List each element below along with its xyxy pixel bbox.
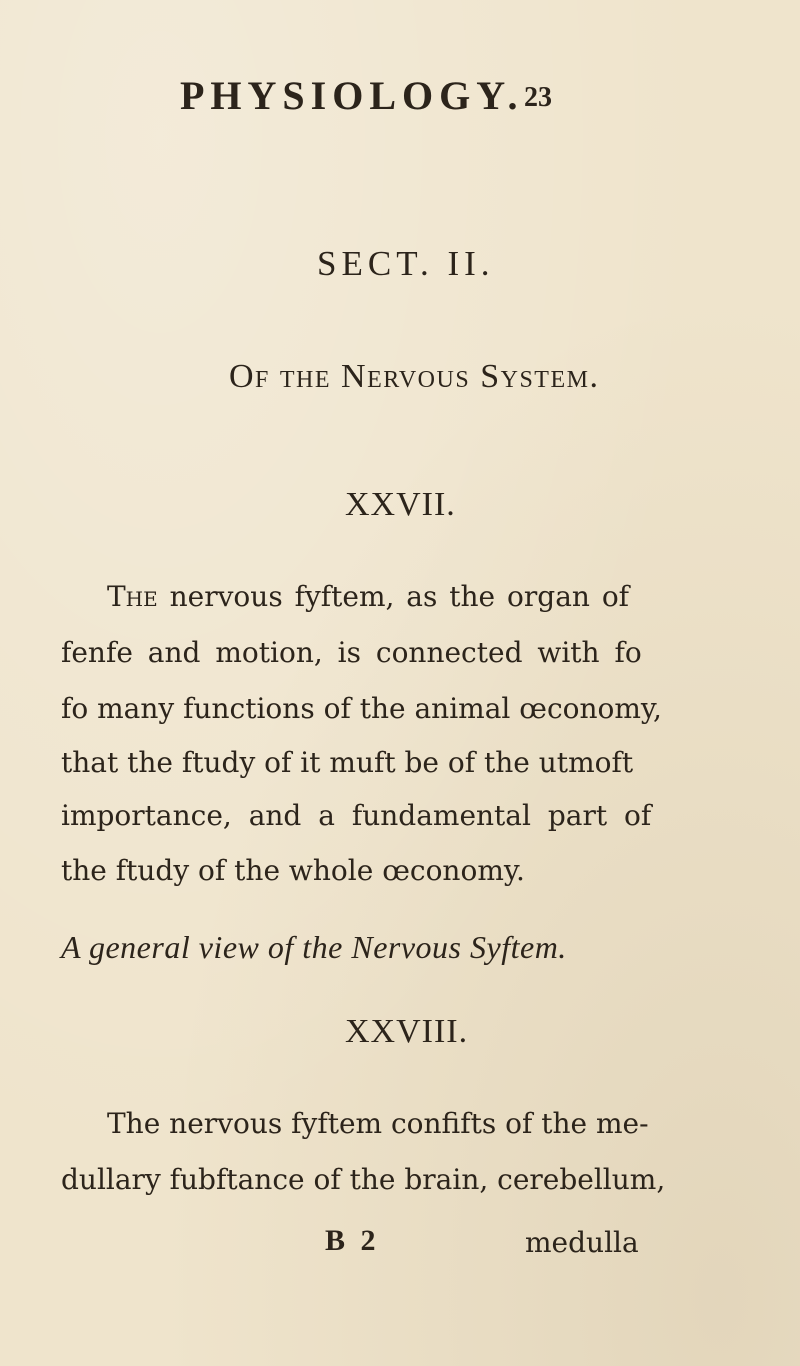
paragraph-number: XXVII.: [345, 486, 456, 523]
signature-mark: B 2: [325, 1224, 380, 1257]
paragraph-line: The nervous fyftem confifts of the me-: [107, 1107, 649, 1140]
line-text: nervous fyftem, as the organ of: [157, 580, 630, 613]
paragraph-number: XXVIII.: [345, 1013, 469, 1050]
paragraph-line: [107, 580, 630, 613]
subheading: A general view of the Nervous Syftem.: [61, 929, 567, 965]
lead-word: The: [107, 580, 158, 613]
paragraph-line: fo many functions of the animal œconomy,: [61, 692, 662, 725]
running-head: PHYSIOLOGY.: [180, 73, 524, 118]
section-title: Of the Nervous System.: [229, 358, 600, 395]
paragraph-line: importance, and a fundamental part of: [61, 799, 652, 832]
page-number: 23: [524, 82, 552, 113]
catchword: medulla: [525, 1226, 639, 1259]
paragraph-line: that the ftudy of it muft be of the utmoft: [61, 746, 634, 779]
paragraph-line: the ftudy of the whole œconomy.: [61, 854, 525, 887]
section-heading: SECT. II.: [317, 244, 495, 283]
paragraph-line: dullary fubftance of the brain, cerebellum,: [61, 1163, 666, 1196]
paragraph-line: fenfe and motion, is connected with fo: [61, 636, 642, 669]
